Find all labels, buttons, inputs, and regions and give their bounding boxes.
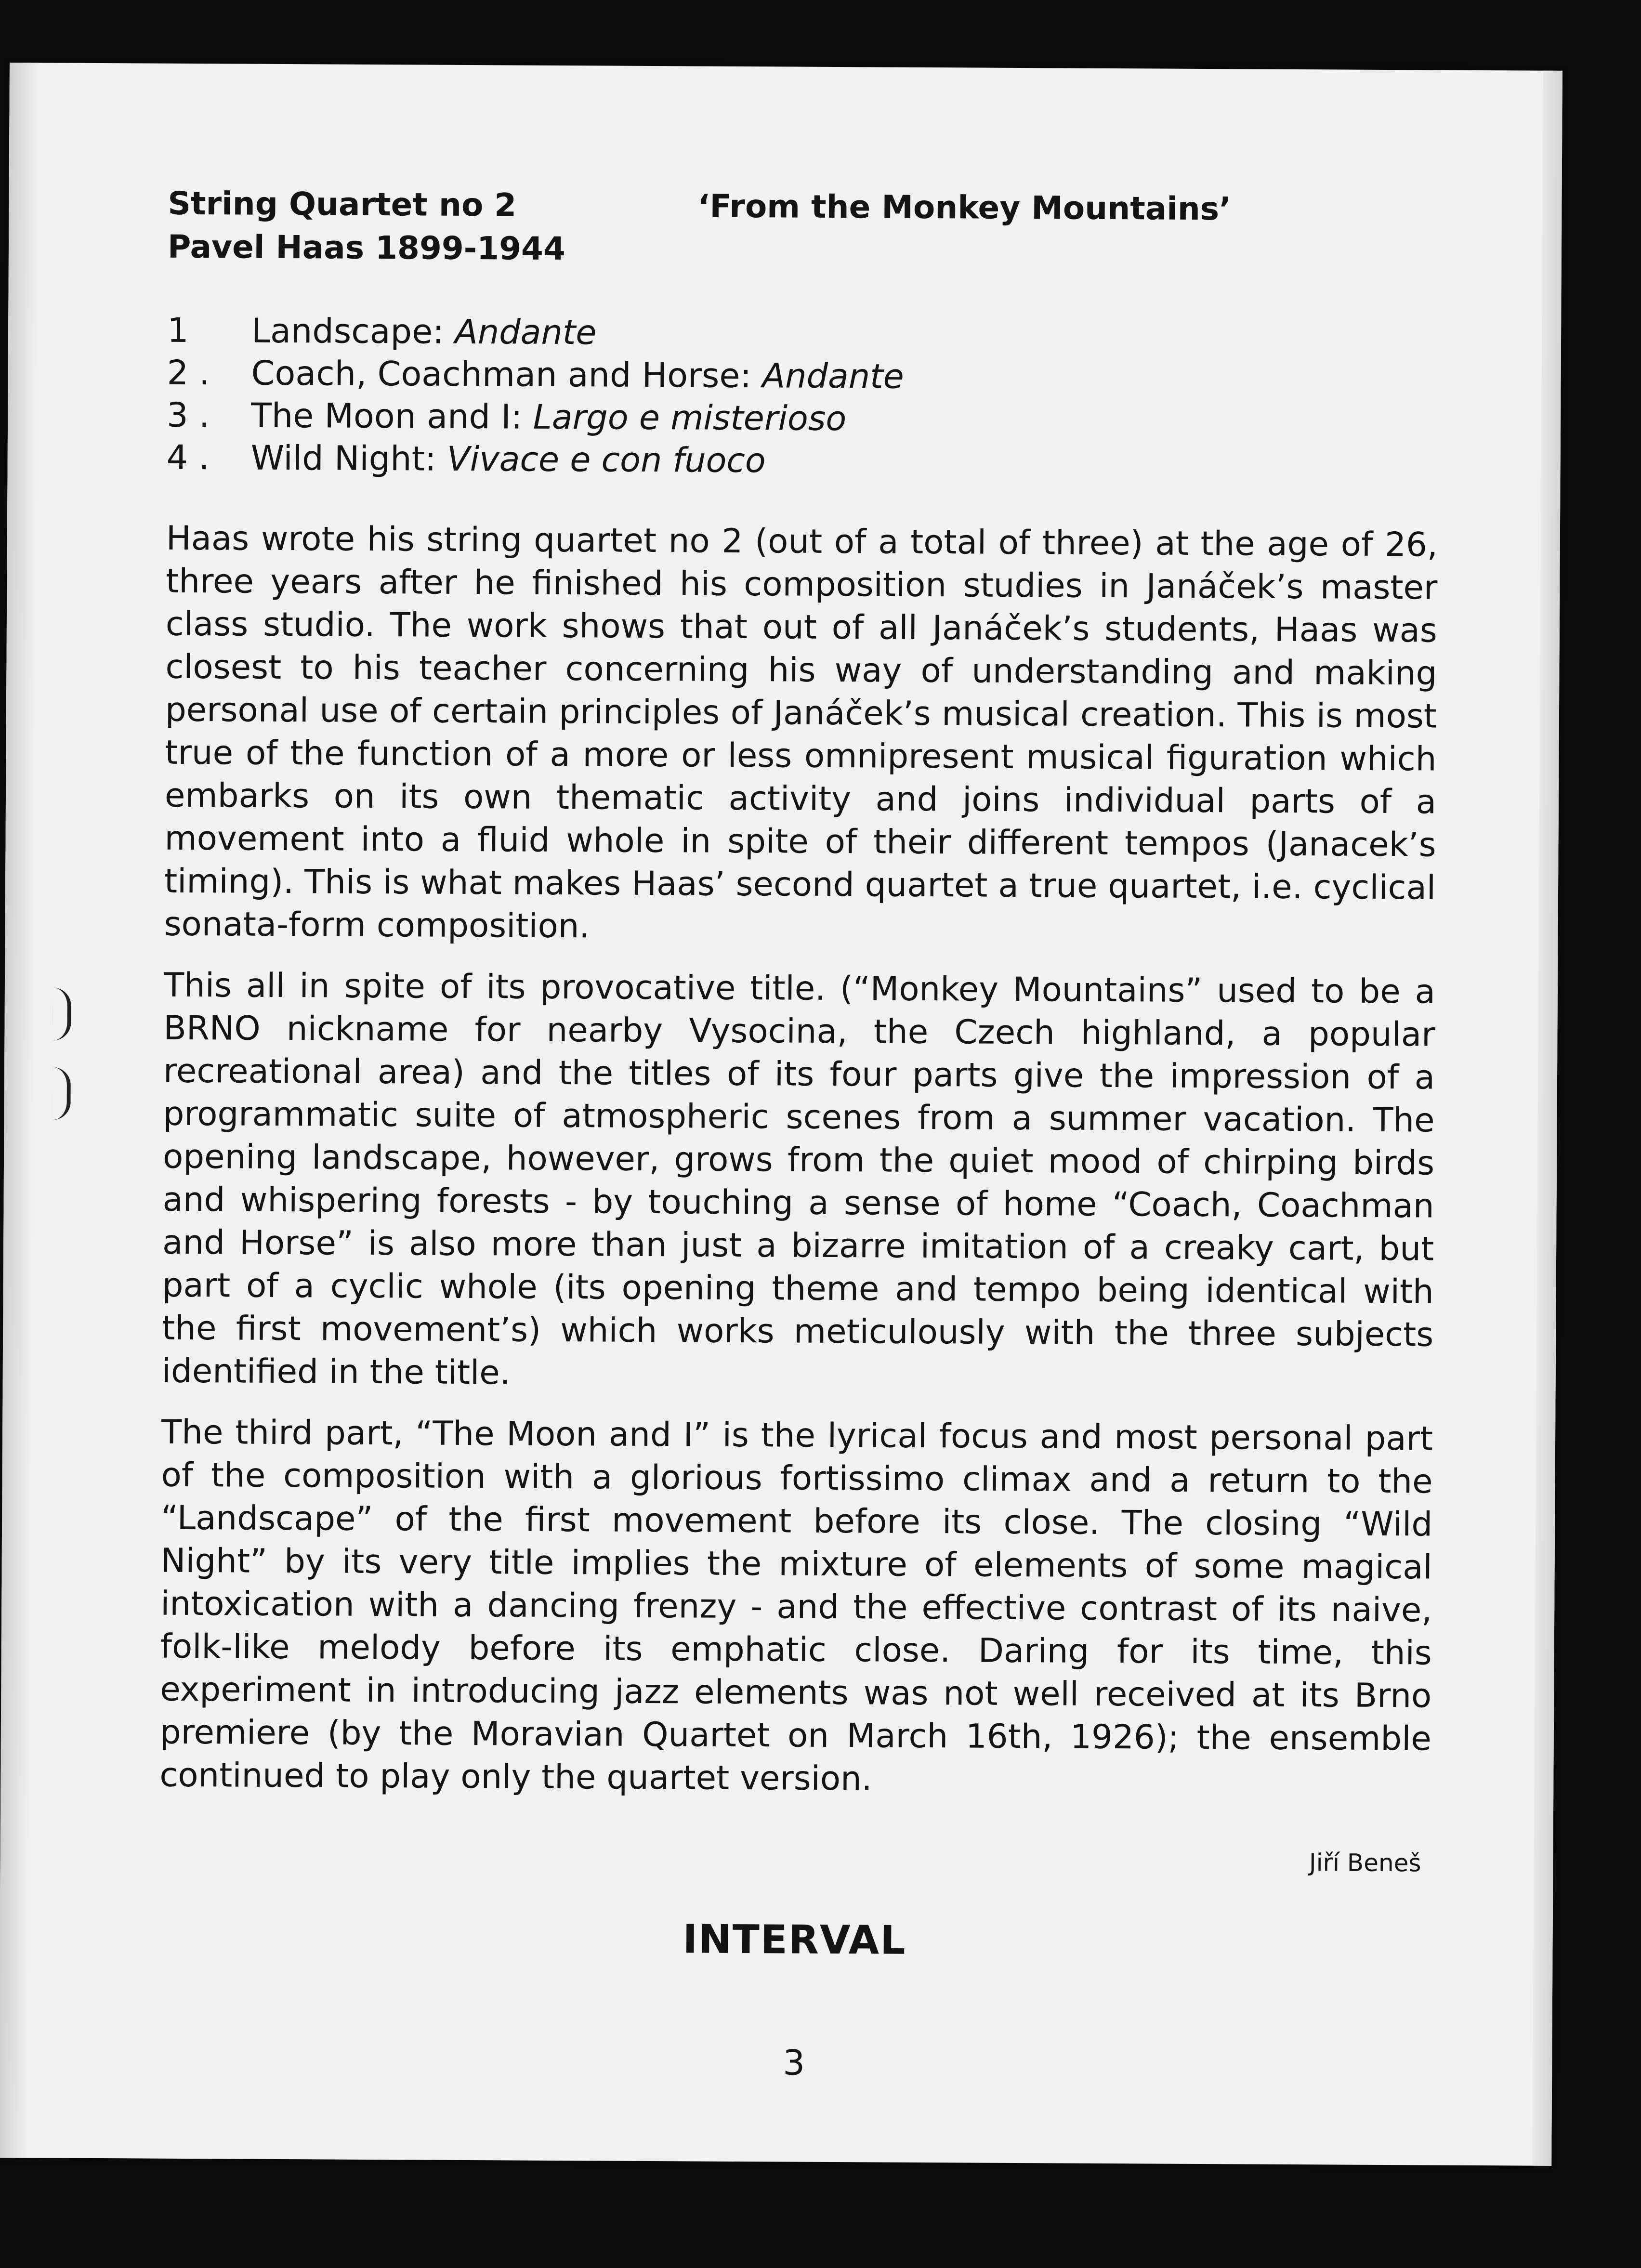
movement-number: 2 . — [167, 353, 210, 393]
binding-ring-icon — [53, 987, 71, 1040]
movement-number: 1 — [167, 310, 189, 350]
movement-item — [166, 436, 1438, 485]
work-title: String Quartet no 2 — [168, 184, 517, 224]
author-credit: Jiří Beneš — [1309, 1848, 1421, 1877]
movement-name: Landscape: Andante — [251, 311, 597, 353]
interval-heading: INTERVAL — [683, 1916, 906, 1964]
movement-name: Coach, Coachman and Horse: Andante — [251, 353, 904, 396]
movement-item — [167, 352, 1438, 401]
page-binding-shadow — [0, 63, 39, 2158]
movement-name: The Moon and I: Largo e misterioso — [250, 395, 847, 439]
movement-number: 4 . — [166, 437, 210, 478]
programme-note-paragraph: This all in spite of its provocative title. (“Monkey Mountains” used to be a BRNO nickname for nearby Vysocina, the Czech highland, a popular recreational area) and the titles of its four parts give the impression of a programmatic suite of atmospheric scenes from a summer vacation. The opening landscape, however, grows from the quiet mood of chirping birds and whispering forests - by touching a sense of home “Coach, Coachman and Horse” is also more than just a bizarre imitation of a creaky cart, but part of a cyclic whole (its opening theme and tempo being identical with the first movement’s) which works meticulously with the three subjects identified in the title. — [161, 966, 1436, 1392]
movement-tempo: Largo e misterioso — [533, 397, 847, 439]
movement-tempo: Andante — [454, 312, 597, 353]
page-content — [158, 182, 1440, 2086]
work-subtitle: ‘From the Monkey Mountains’ — [697, 187, 1232, 228]
movement-name: Wild Night: Vivace e con fuoco — [250, 438, 766, 481]
movement-tempo: Andante — [762, 356, 904, 396]
movement-item — [167, 394, 1438, 443]
work-header — [168, 182, 1440, 285]
page-edge — [1532, 71, 1562, 2166]
programme-note-paragraph: The third part, “The Moon and I” is the lyrical focus and most personal part of the composition with a glorious fortissimo climax and a return to the “Landscape” of the first movement before its close. The closing “Wild Night” by its very title implies the mixture of elements of some magical intoxication with a dancing frenzy - and the effective contrast of its naive, folk-like melody before its emphatic close. Daring for its time, this experiment in introducing jazz elements was not well received at its Brno premiere (by the Moravian Quartet on March 16th, 1926); the ensemble continued to play only the quartet version. — [159, 1413, 1433, 1798]
programme-page — [0, 63, 1562, 2166]
page-number: 3 — [783, 2042, 805, 2083]
movement-item — [167, 309, 1439, 358]
movement-tempo: Vivace e con fuoco — [446, 439, 766, 481]
movement-list — [166, 309, 1439, 485]
movement-number: 3 . — [166, 395, 210, 435]
binding-ring-icon — [53, 1067, 71, 1120]
programme-note-paragraph: Haas wrote his string quartet no 2 (out of a total of three) at the age of 26, three years after he finished his composition studies in Janáček’s master class studio. The work shows that out of all Janáček’s students, Haas was closest to his teacher concerning his way of understanding and making personal use of certain principles of Janáček’s musical creation. This is most true of the function of a more or less omnipresent musical figuration which embarks on its own thematic activity and joins individual parts of a movement into a fluid whole in spite of their different tempos (Janacek’s timing). This is what makes Haas’ second quartet a true quartet, i.e. cyclical sonata-form composition. — [164, 519, 1438, 946]
composer-line: Pavel Haas 1899-1944 — [167, 228, 566, 268]
